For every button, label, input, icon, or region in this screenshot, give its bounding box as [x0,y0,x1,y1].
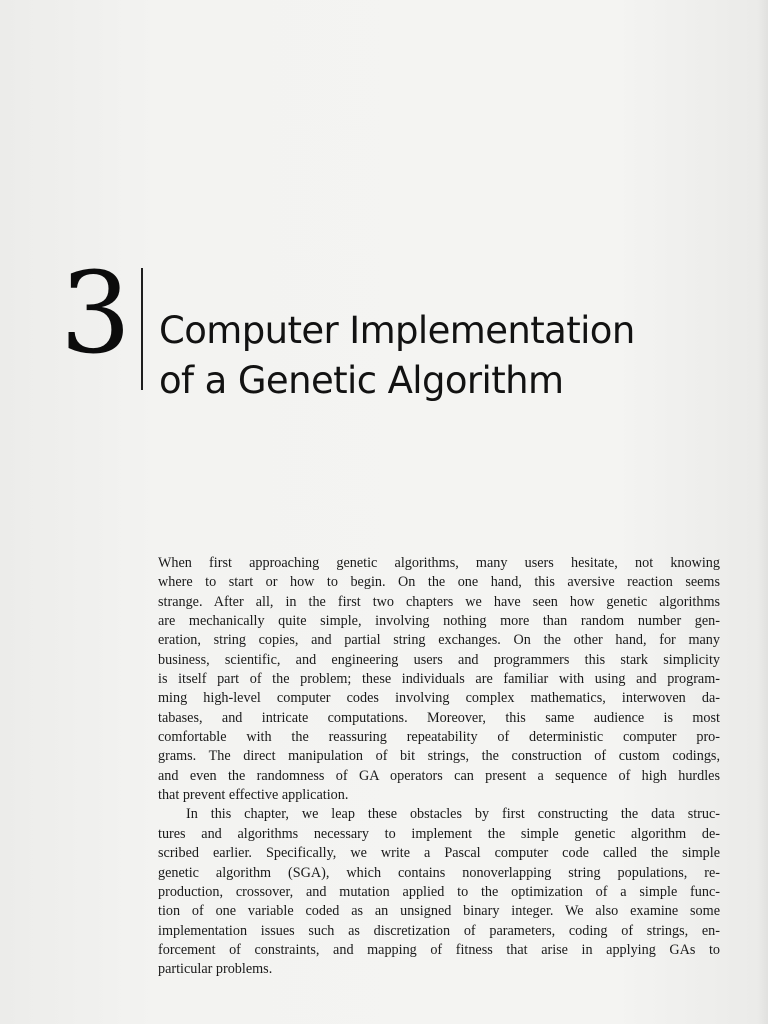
chapter-body-text [158,554,720,980]
text-line: that prevent effective application. [158,787,349,804]
text-line: In this chapter, we leap these obstacles by first constructing the data struc- [186,806,720,823]
text-line: production, crossover, and mutation applied to the optimization of a simple func- [158,883,720,900]
text-line: and even the randomness of GA operators can present a sequence of high hurdles [158,767,720,784]
page-edge-shadow [758,0,768,1024]
chapter-title-line-1: Computer Implementation [159,309,635,352]
text-line: forcement of constraints, and mapping of fitness that arise in applying GAs to [158,941,720,958]
chapter-title [159,306,739,406]
text-line: scribed earlier. Specifically, we write a Pascal computer code called the simple [158,845,720,862]
text-line: genetic algorithm (SGA), which contains nonoverlapping string populations, re- [158,864,720,881]
text-line: tures and algorithms necessary to implement the simple genetic algorithm de- [158,825,720,842]
text-line: particular problems. [158,961,273,978]
chapter-divider [141,268,143,390]
text-line: are mechanically quite simple, involving nothing more than random number gen- [158,613,720,630]
text-line: eration, string copies, and partial string exchanges. On the other hand, for many [158,632,720,649]
text-line: business, scientific, and engineering users and programmers this stark simplicity [158,651,720,668]
text-line: When first approaching genetic algorithms, many users hesitate, not knowing [158,555,720,571]
chapter-title-line-2: of a Genetic Algorithm [159,359,564,402]
chapter-number: 3 [60,249,132,379]
text-line: tabases, and intricate computations. Moreover, this same audience is most [158,709,720,726]
text-line: comfortable with the reassuring repeatability of deterministic computer pro- [158,729,720,746]
text-line: grams. The direct manipulation of bit strings, the construction of custom codings, [158,748,720,765]
text-line: strange. After all, in the first two chapters we have seen how genetic algorithms [158,593,720,610]
text-line: is itself part of the problem; these individuals are familiar with using and program- [158,671,720,688]
text-line: implementation issues such as discretization of parameters, coding of strings, en- [158,922,720,939]
text-line: ming high-level computer codes involving complex mathematics, interwoven da- [158,690,720,707]
text-line: tion of one variable coded as an unsigned binary integer. We also examine some [158,903,720,920]
text-line: where to start or how to begin. On the one hand, this aversive reaction seems [158,574,720,591]
